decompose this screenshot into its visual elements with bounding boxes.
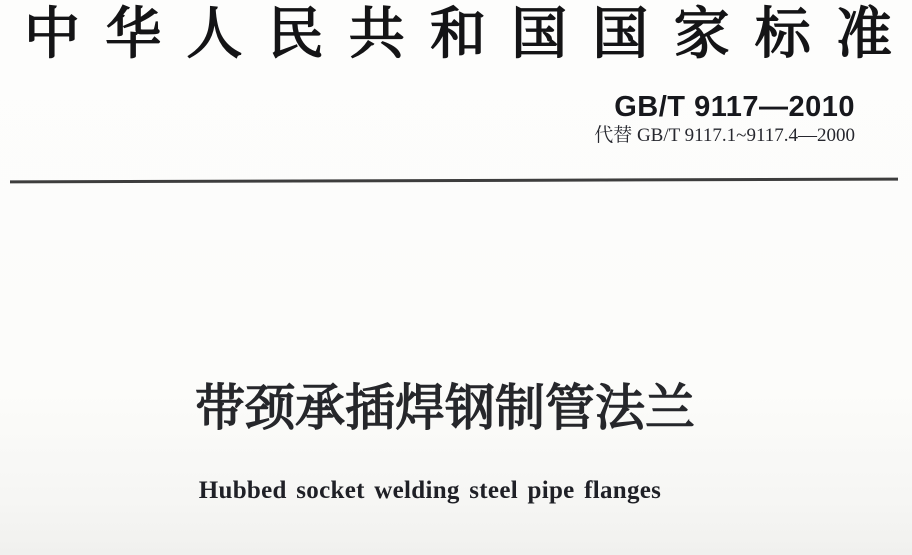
standard-replaces-note: 代替 GB/T 9117.1~9117.4—2000 xyxy=(594,125,855,146)
header-divider-line xyxy=(10,178,898,184)
standard-code-block xyxy=(594,93,855,147)
national-standard-heading: 中华人民共和国国家标准 xyxy=(24,4,892,66)
standard-title-chinese: 带颈承插焊钢制管法兰 xyxy=(195,380,695,436)
standard-number: GB/T 9117—2010 xyxy=(614,91,855,123)
standard-title-english: Hubbed socket welding steel pipe flanges xyxy=(198,477,662,504)
